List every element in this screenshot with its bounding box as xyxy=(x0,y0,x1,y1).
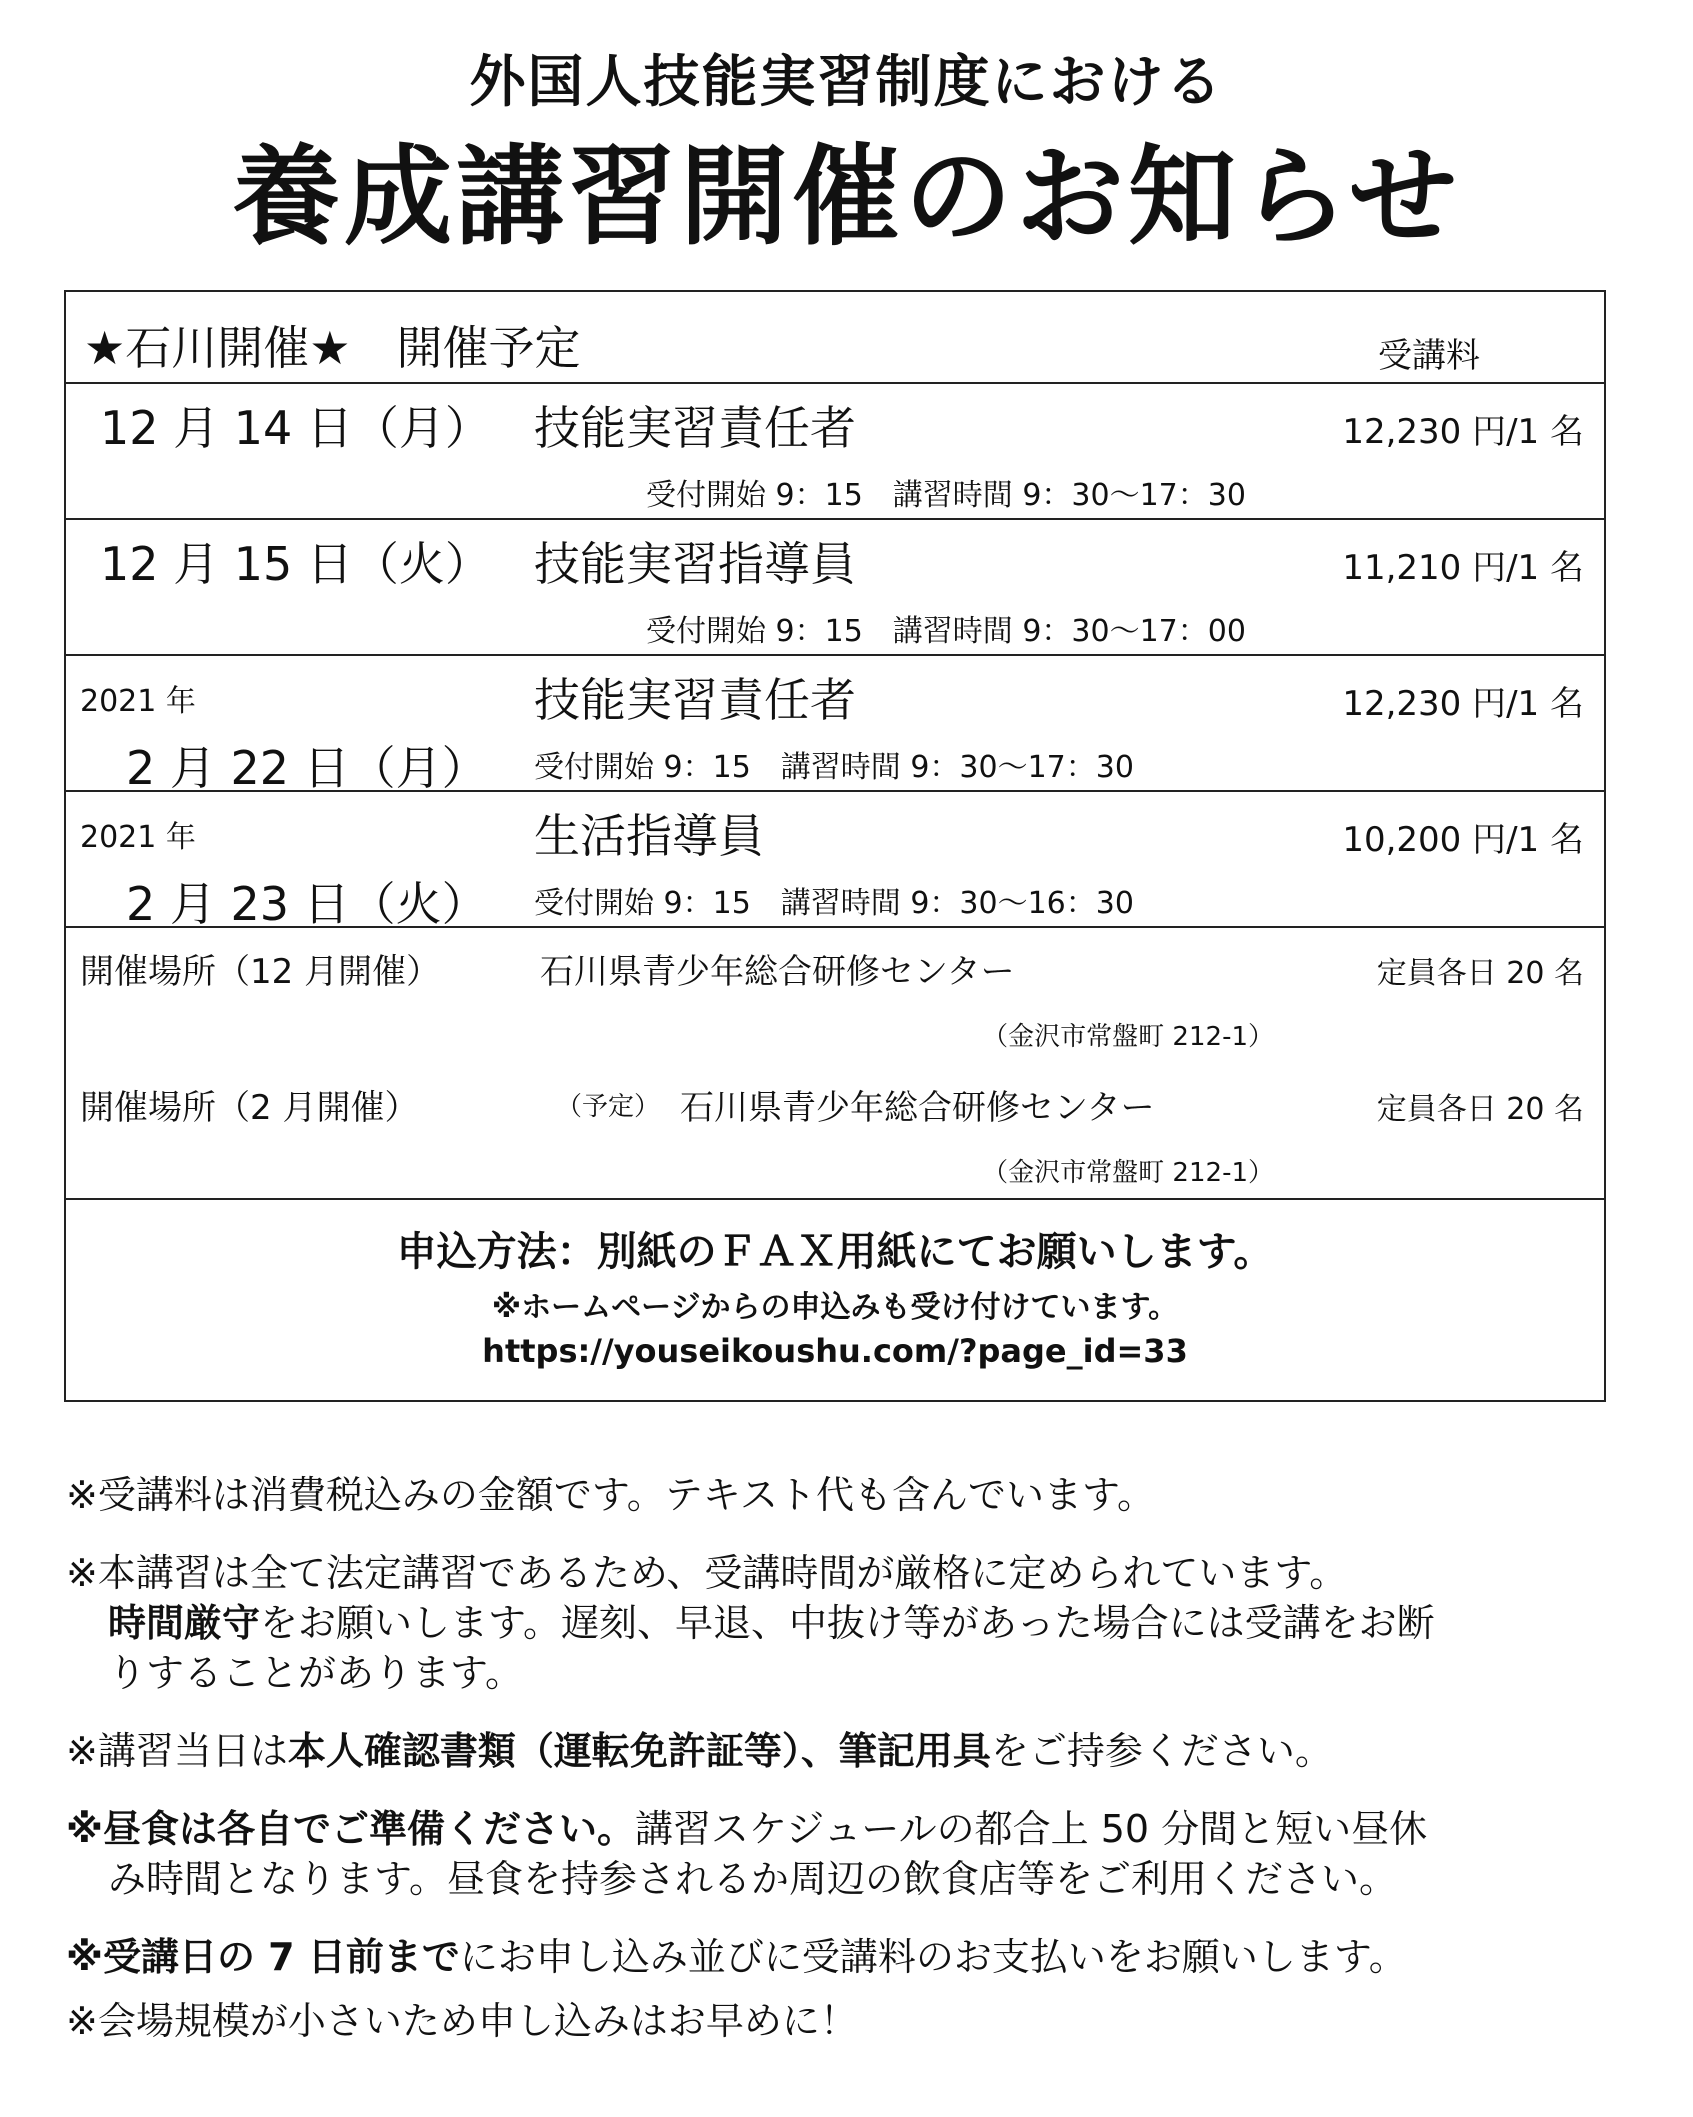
note-text: み時間となります。昼食を持参されるか周辺の飲食店等をご利用ください。 xyxy=(108,1857,1397,1901)
venue-name: 石川県青少年総合研修センター xyxy=(680,1088,1155,1128)
session-fee: 11,210 円/1 名 xyxy=(1342,548,1584,588)
apply-method: 申込方法：別紙のＦＡＸ用紙にてお願いします。 xyxy=(396,1229,1274,1275)
note-text: をお願いします。遅刻、早退、中抜け等があった場合には受講をお断 xyxy=(260,1601,1435,1645)
venue-address: （金沢市常盤町 212-1） xyxy=(982,1158,1274,1188)
note-fee-tax xyxy=(66,1470,1626,1520)
notes-section xyxy=(66,1470,1626,2074)
divider xyxy=(66,926,1604,928)
note-text: りすることがあります。 xyxy=(108,1651,523,1695)
schedule-table xyxy=(64,290,1606,1402)
divider xyxy=(66,790,1604,792)
session-year: 2021 年 xyxy=(80,820,196,855)
session-year: 2021 年 xyxy=(80,684,196,719)
note-legal-course xyxy=(66,1548,1626,1698)
session-date: 2 月 23 日（火） xyxy=(126,877,488,931)
venue-capacity: 定員各日 20 名 xyxy=(1376,956,1584,991)
session-time: 受付開始 9：15 講習時間 9：30～17：30 xyxy=(534,750,1134,785)
page-title: 養成講習開催のお知らせ xyxy=(232,135,1461,260)
session-course: 技能実習責任者 xyxy=(534,673,856,727)
note-text: ※講習当日は xyxy=(66,1729,288,1773)
divider xyxy=(66,518,1604,520)
session-fee: 12,230 円/1 名 xyxy=(1342,412,1584,452)
note-text: にお申し込み並びに受講料のお支払いをお願いします。 xyxy=(459,1935,1407,1979)
session-time: 受付開始 9：15 講習時間 9：30～17：30 xyxy=(646,478,1246,513)
divider xyxy=(66,654,1604,656)
note-deadline xyxy=(66,1932,1626,1982)
session-date: 12 月 15 日（火） xyxy=(100,537,491,591)
subtitle: 外国人技能実習制度における xyxy=(469,50,1224,115)
divider xyxy=(66,1198,1604,1200)
session-time: 受付開始 9：15 講習時間 9：30～17：00 xyxy=(646,614,1246,649)
session-date: 12 月 14 日（月） xyxy=(100,401,491,455)
note-text: ※受講料は消費税込みの金額です。テキスト代も含んでいます。 xyxy=(66,1473,1156,1517)
session-date: 2 月 22 日（月） xyxy=(126,741,488,795)
session-course: 技能実習責任者 xyxy=(534,401,856,455)
note-bold: ※受講日の 7 日前まで xyxy=(66,1935,460,1979)
venue-label: 開催場所（12 月開催） xyxy=(80,952,441,992)
note-bold: ※昼食は各自でご準備ください。 xyxy=(66,1807,635,1851)
note-bold: 本人確認書類（運転免許証等）、筆記用具 xyxy=(287,1729,991,1773)
apply-web-note: ※ホームページからの申込みも受け付けています。 xyxy=(491,1290,1179,1325)
note-early-apply xyxy=(66,1996,1626,2046)
venue-label: 開催場所（2 月開催） xyxy=(80,1088,419,1128)
session-fee: 10,200 円/1 名 xyxy=(1342,820,1584,860)
divider xyxy=(66,382,1604,384)
note-bring-items xyxy=(66,1726,1626,1776)
table-header-location: ★石川開催★ 開催予定 xyxy=(84,321,581,375)
apply-url[interactable]: https://youseikoushu.com/?page_id=33 xyxy=(482,1332,1188,1370)
note-text: ※本講習は全て法定講習であるため、受講時間が厳格に定められています。 xyxy=(66,1551,1348,1595)
note-lunch xyxy=(66,1804,1626,1904)
note-bold: 時間厳守 xyxy=(108,1601,261,1645)
session-fee: 12,230 円/1 名 xyxy=(1342,684,1584,724)
venue-prefix: （予定） xyxy=(556,1092,661,1122)
session-course: 生活指導員 xyxy=(534,809,764,863)
venue-address: （金沢市常盤町 212-1） xyxy=(982,1022,1274,1052)
session-time: 受付開始 9：15 講習時間 9：30～16：30 xyxy=(534,886,1134,921)
note-text: をご持参ください。 xyxy=(990,1729,1333,1773)
session-course: 技能実習指導員 xyxy=(534,537,856,591)
table-header-fee: 受講料 xyxy=(1378,336,1480,376)
note-text: ※会場規模が小さいため申し込みはお早めに！ xyxy=(66,1999,858,2043)
venue-name: 石川県青少年総合研修センター xyxy=(540,952,1015,992)
note-text: 講習スケジュールの都合上 50 分間と短い昼休 xyxy=(634,1807,1428,1851)
venue-capacity: 定員各日 20 名 xyxy=(1376,1092,1584,1127)
